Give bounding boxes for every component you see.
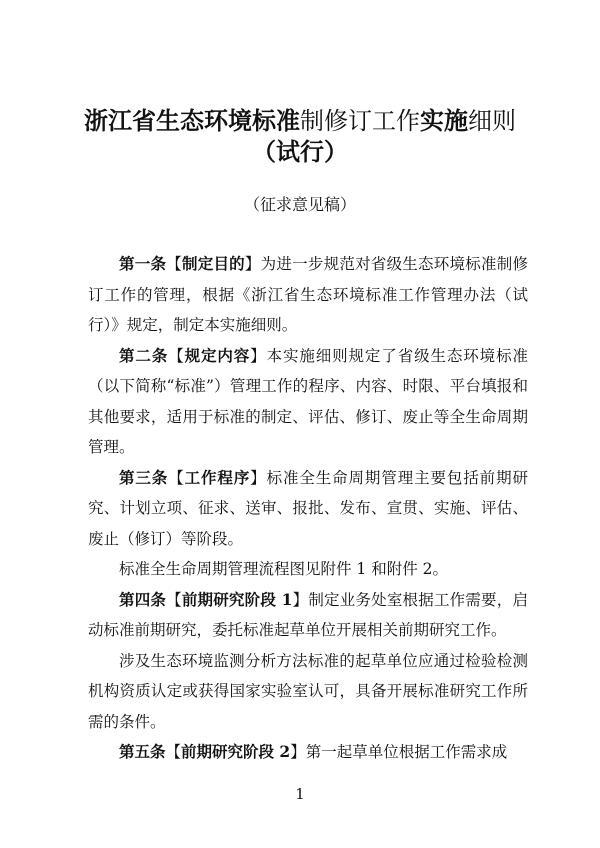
article-topic: 【规定内容】 xyxy=(168,345,267,365)
article-3 xyxy=(88,463,528,555)
article-2 xyxy=(88,341,528,463)
article-3-note: 标准全生命周期管理流程图见附件 1 和附件 2。 xyxy=(119,560,449,578)
page-number: 1 xyxy=(295,785,305,803)
article-number: 第二条 xyxy=(119,345,169,365)
article-text: 标准全生命周期管理主要包括前期研究、计划立项、征求、送审、报批、发布、宣贯、实施、评估、废止（修订）等阶段。 xyxy=(88,468,528,548)
article-topic: 【工作程序】 xyxy=(168,467,267,487)
article-4 xyxy=(88,585,528,646)
document-title-trial: （试行） xyxy=(252,137,348,166)
title-bold-part: 浙江省生态环境标准 xyxy=(84,106,300,135)
title-normal-part: 制修订工作 xyxy=(300,107,420,135)
article-1 xyxy=(88,249,528,341)
article-topic: 【前期研究阶段 2】 xyxy=(165,742,306,761)
draft-label: （征求意见稿） xyxy=(243,195,356,214)
article-number: 第五条 xyxy=(119,742,166,761)
title-bold-end: 实施 xyxy=(420,106,468,135)
article-text: 制定业务处室根据工作需要，启动标准前期研究，委托标准起草单位开展相关前期研究工作。 xyxy=(88,590,528,639)
article-text: 为进一步规范对省级生态环境标准制修订工作的管理，根据《浙江省生态环境标准工作管理办法（试行）》规定，制定本实施细则。 xyxy=(88,255,528,334)
title-tail: 细则 xyxy=(468,107,516,135)
document-title xyxy=(0,106,600,136)
article-number: 第四条 xyxy=(119,589,167,609)
article-5 xyxy=(88,737,528,768)
article-topic: 【前期研究阶段 1】 xyxy=(166,589,309,609)
article-number: 第三条 xyxy=(119,467,169,487)
document-body xyxy=(88,249,528,768)
article-4-note: 涉及生态环境监测分析方法标准的起草单位应通过检验检测机构资质认定或获得国家实验室认可，具备开展标准研究工作所需的条件。 xyxy=(88,651,528,731)
article-text: 本实施细则规定了省级生态环境标准（以下简称“标准”）管理工作的程序、内容、时限、平台填报和其他要求，适用于标准的制定、评估、修订、废止等全生命周期管理。 xyxy=(88,346,528,456)
article-text: 第一起草单位根据工作需求成 xyxy=(305,743,508,761)
article-topic: 【制定目的】 xyxy=(166,254,261,273)
article-number: 第一条 xyxy=(119,254,167,273)
